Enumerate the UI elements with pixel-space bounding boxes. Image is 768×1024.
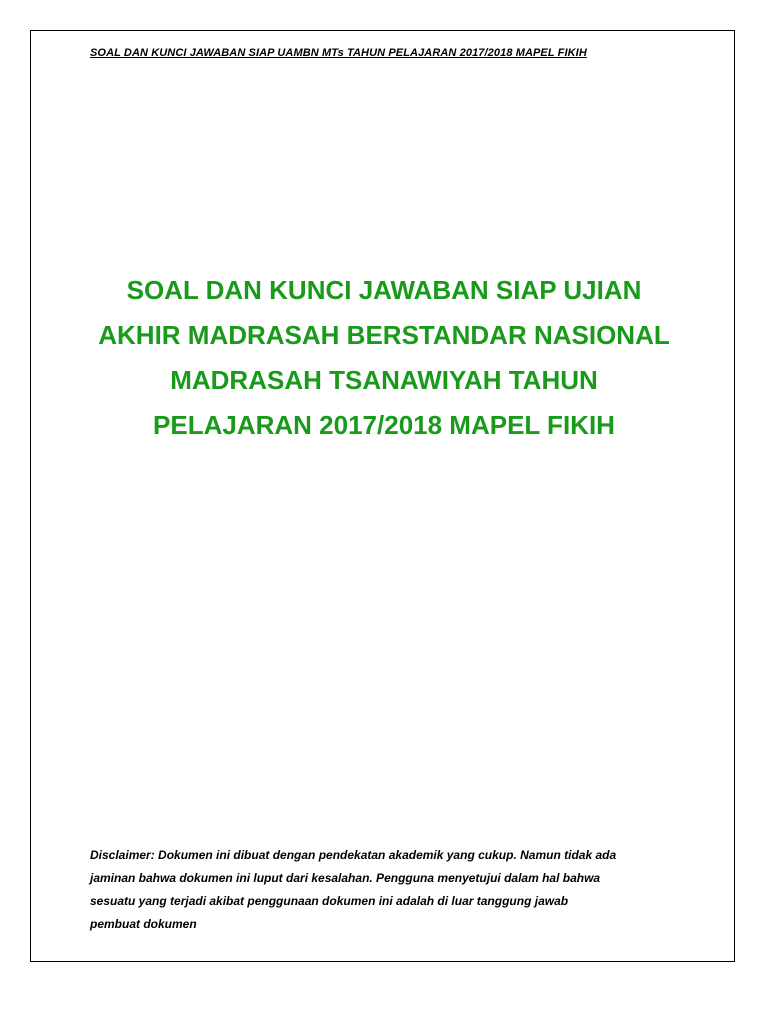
title-line-2: AKHIR MADRASAH BERSTANDAR NASIONAL <box>98 320 670 350</box>
running-header: SOAL DAN KUNCI JAWABAN SIAP UAMBN MTs TAHUN PELAJARAN 2017/2018 MAPEL FIKIH <box>90 47 587 59</box>
disclaimer-line-1: Disclaimer: Dokumen ini dibuat dengan pendekatan akademik yang cukup. Namun tidak ada <box>90 848 617 862</box>
title-line-1: SOAL DAN KUNCI JAWABAN SIAP UJIAN <box>126 275 642 305</box>
disclaimer-line-3: sesuatu yang terjadi akibat penggunaan dokumen ini adalah di luar tanggung jawab <box>90 894 569 908</box>
document-title <box>60 268 708 448</box>
disclaimer-line-2: jaminan bahwa dokumen ini luput dari kesalahan. Pengguna menyetujui dalam hal bahwa <box>90 871 601 885</box>
page-border <box>30 30 735 962</box>
disclaimer-line-4: pembuat dokumen <box>90 917 197 931</box>
title-line-3: MADRASAH TSANAWIYAH TAHUN <box>170 365 598 395</box>
title-line-4: PELAJARAN 2017/2018 MAPEL FIKIH <box>153 410 615 440</box>
disclaimer-text <box>90 844 690 936</box>
